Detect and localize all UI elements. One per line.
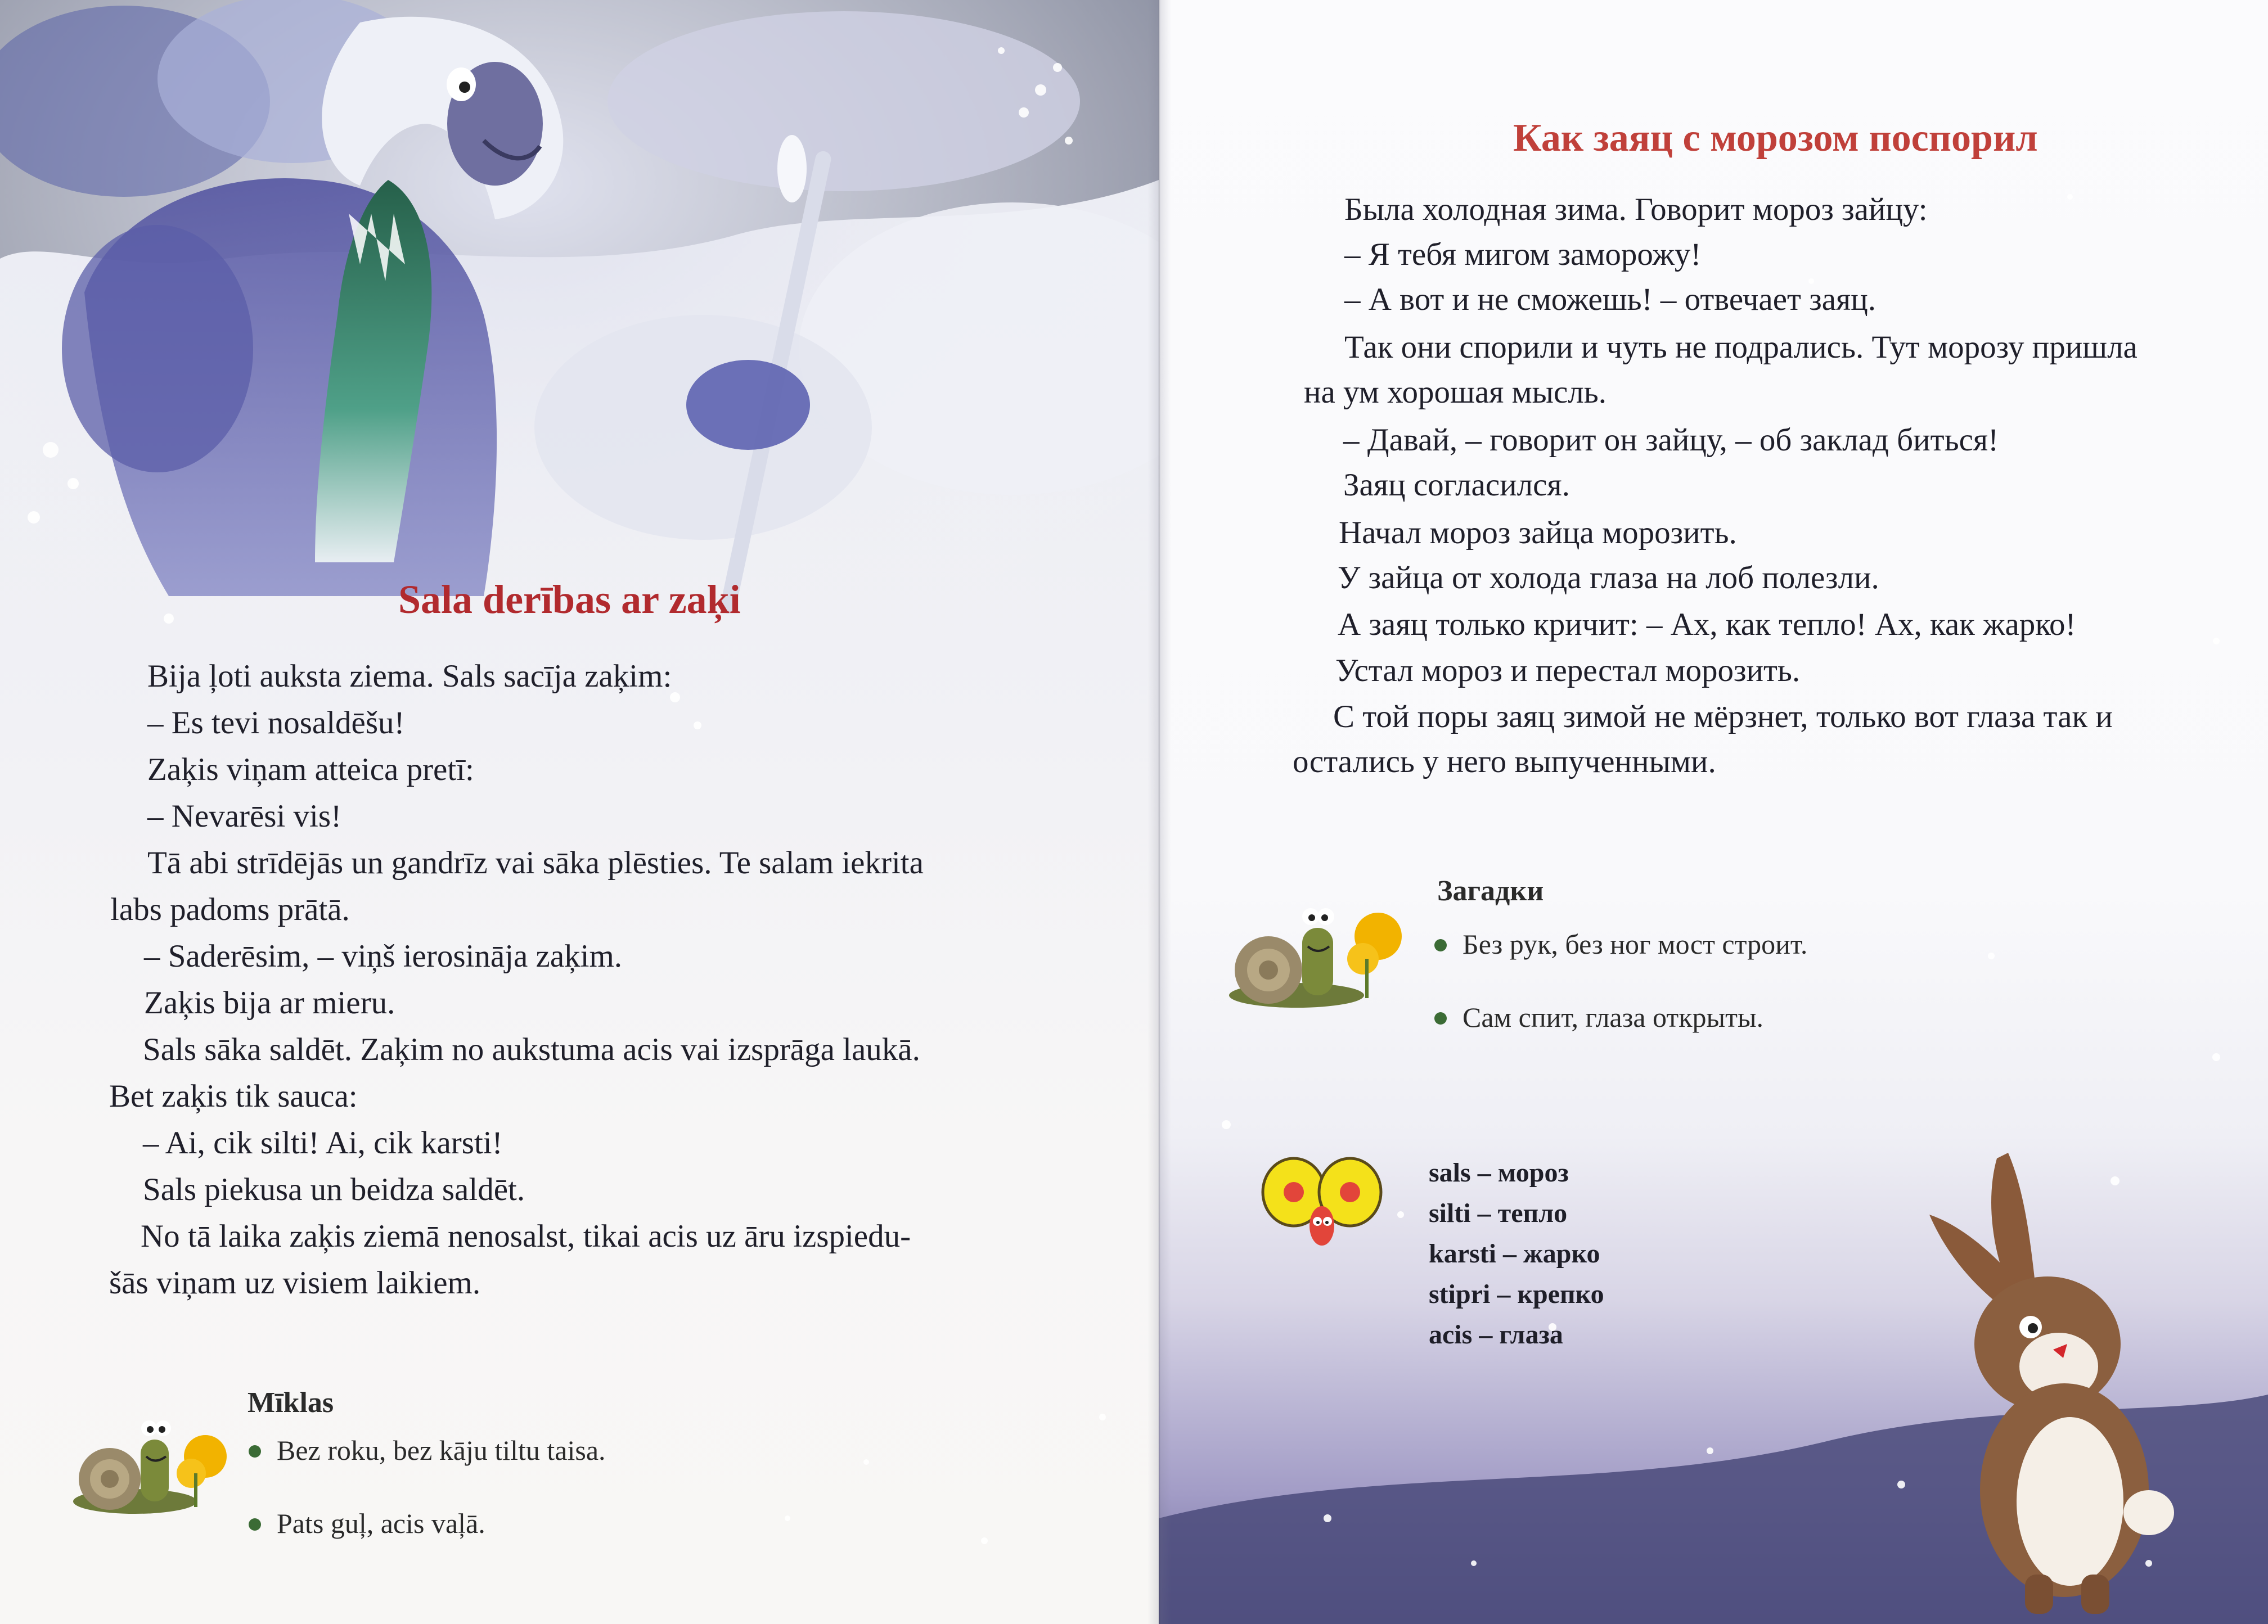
story-line: Zaķis viņam atteica pretī: bbox=[147, 752, 474, 787]
snail-icon bbox=[1207, 874, 1420, 1015]
story-line: No tā laika zaķis ziemā nenosalst, tikai acis uz āru izspiedu- bbox=[141, 1219, 911, 1254]
story-line: – Saderēsim, – viņš ierosināja zaķim. bbox=[144, 939, 623, 974]
bullet-icon bbox=[249, 1445, 261, 1458]
story-line: на ум хорошая мысль. bbox=[1304, 375, 1606, 410]
book-spine bbox=[1148, 0, 1171, 1624]
vocabulary-item: stipri – крепко bbox=[1429, 1279, 1604, 1309]
story-line: Заяц согласился. bbox=[1343, 467, 1570, 503]
story-line: С той поры заяц зимой не мёрзнет, только вот глаза так и bbox=[1333, 699, 2113, 734]
riddle-item: Pats guļ, acis vaļā. bbox=[249, 1507, 485, 1540]
story-line: остались у него выпученными. bbox=[1293, 744, 1716, 779]
story-line: – Es tevi nosaldēšu! bbox=[147, 705, 405, 741]
story-line: Bija ļoti auksta ziema. Sals sacīja zaķim: bbox=[147, 658, 672, 694]
story-line: А заяц только кричит: – Ах, как тепло! Ах, как жарко! bbox=[1338, 607, 2076, 642]
riddles-heading-latvian: Mīklas bbox=[248, 1387, 334, 1419]
story-line: šās viņam uz visiem laikiem. bbox=[109, 1265, 481, 1301]
story-line: Устал мороз и перестал морозить. bbox=[1335, 653, 1801, 688]
bullet-icon bbox=[1434, 939, 1447, 951]
hare-illustration bbox=[1918, 1130, 2211, 1614]
story-line: Zaķis bija ar mieru. bbox=[144, 985, 395, 1021]
story-line: labs padoms prātā. bbox=[110, 892, 350, 927]
page-title-latvian: Sala derības ar zaķi bbox=[398, 577, 741, 622]
story-line: – Я тебя мигом заморожу! bbox=[1344, 237, 1702, 272]
riddle-item: Сам спит, глаза открыты. bbox=[1434, 1001, 1763, 1034]
story-line: Sals sāka saldēt. Zaķim no aukstuma acis vai izsprāga laukā. bbox=[143, 1032, 920, 1067]
story-line: – Ai, cik silti! Ai, cik karsti! bbox=[143, 1125, 503, 1161]
riddle-item: Bez roku, bez kāju tiltu taisa. bbox=[249, 1434, 606, 1467]
riddles-heading-russian: Загадки bbox=[1437, 875, 1544, 907]
story-line: Sals piekusa un beidza saldēt. bbox=[143, 1172, 525, 1207]
vocabulary-item: karsti – жарко bbox=[1429, 1239, 1600, 1269]
vocabulary-item: acis – глаза bbox=[1429, 1320, 1563, 1350]
story-line: – А вот и не сможешь! – отвечает заяц. bbox=[1344, 282, 1876, 317]
story-line: Bet zaķis tik sauca: bbox=[109, 1079, 358, 1114]
riddle-item: Без рук, без ног мост строит. bbox=[1434, 928, 1807, 960]
bullet-icon bbox=[1434, 1012, 1447, 1025]
story-line: Tā abi strīdējās un gandrīz vai sāka plēsties. Te salam iekrita bbox=[147, 845, 924, 881]
story-line: – Давай, – говорит он зайцу, – об заклад биться! bbox=[1343, 422, 1999, 458]
bullet-icon bbox=[249, 1518, 261, 1531]
right-page bbox=[1159, 0, 2268, 1624]
page-title-russian: Как заяц с морозом поспорил bbox=[1513, 116, 2038, 160]
story-line: Так они спорили и чуть не подрались. Тут морозу пришла bbox=[1344, 330, 2138, 365]
story-line: Была холодная зима. Говорит мороз зайцу: bbox=[1344, 192, 1928, 227]
story-line: – Nevarēsi vis! bbox=[147, 799, 342, 834]
snail-icon bbox=[56, 1389, 242, 1524]
story-line: Начал мороз зайца морозить. bbox=[1339, 515, 1737, 551]
butterfly-icon bbox=[1260, 1147, 1384, 1271]
story-line: У зайца от холода глаза на лоб полезли. bbox=[1338, 560, 1879, 596]
vocabulary-item: sals – мороз bbox=[1429, 1158, 1569, 1188]
vocabulary-item: silti – тепло bbox=[1429, 1198, 1568, 1228]
